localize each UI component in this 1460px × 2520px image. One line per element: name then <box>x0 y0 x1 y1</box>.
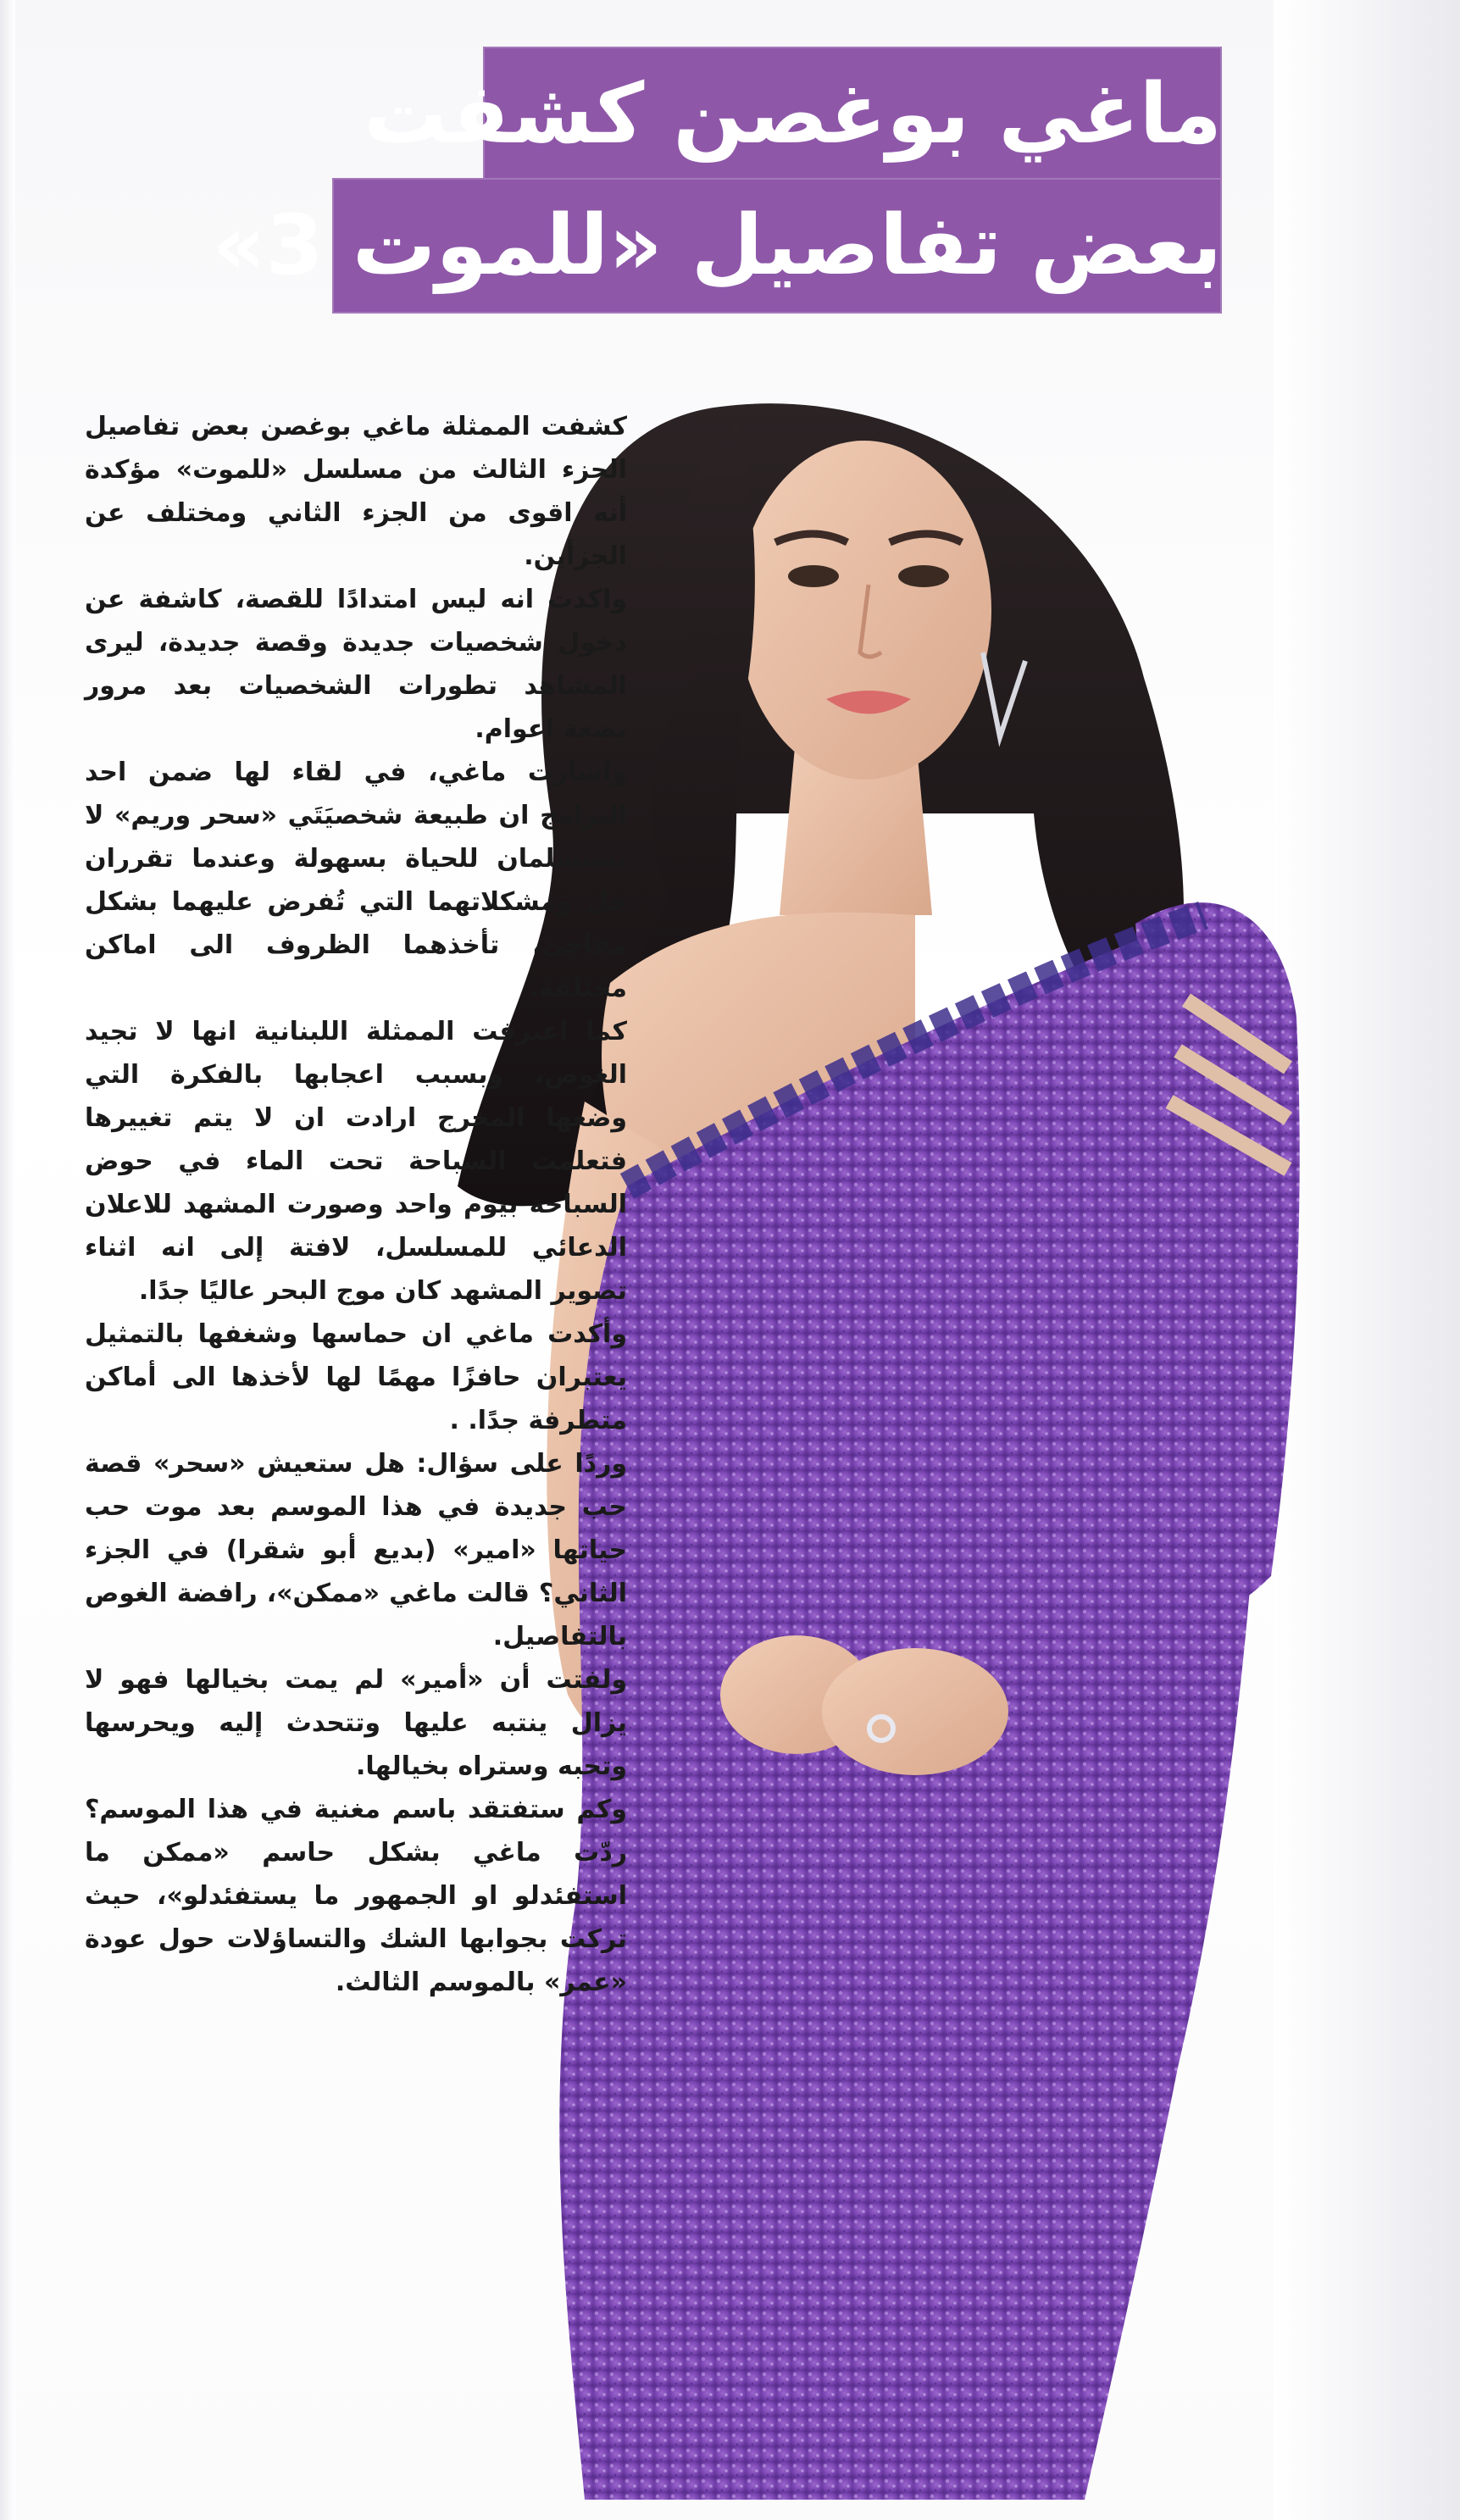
article-paragraph: كشفت الممثلة ماغي بوغصن بعض تفاصيل الجزء الثالث من مسلسل «للموت» مؤكدة أنه اقوى من الجزء الثاني ومختلف عن الجزأين. <box>85 412 627 571</box>
article-paragraph: ولفتت أن «أمير» لم يمت بخيالها فهو لا يزال ينتبه عليها وتتحدث إليه ويحرسها وتحبه وستراه بخيالها. <box>85 1665 627 1781</box>
page-edge-shadow <box>0 0 15 2520</box>
article-paragraph: واكدت انه ليس امتدادًا للقصة، كاشفة عن دخول شخصيات جديدة وقصة جديدة، ليرى المشاهد تطورات الشخصيات بعد مرور بضعة اعوام. <box>85 585 627 744</box>
article-paragraph: كما اعترفت الممثلة اللبنانية انها لا تجيد الغوص، وبسبب اعجابها بالفكرة التي وضعها المخرج ارادت ان لا يتم تغييرها فتعلمت السباحة تحت الماء في حوض السباحة بيوم واحد وصورت المشهد للاعلان الدعائي للمسلسل، لافتة إلى انه اثناء تصوير المشهد كان موج البحر عاليًا جدًا. <box>85 1017 627 1306</box>
article-paragraph: وأكدت ماغي ان حماسها وشغفها بالتمثيل يعتبران حافزًا مهمًا لها لأخذها الى أماكن متطرفة جدًا. . <box>85 1319 627 1435</box>
article-paragraph: وكم ستفتقد باسم مغنية في هذا الموسم؟ ردّت ماغي بشكل حاسم «ممكن ما استفئدلو او الجمهور ما يستفئدلو»، حيث تركت بجوابها الشك والتساؤلات حول عودة «عمر» بالموسم الثالث. <box>85 1795 627 1997</box>
headline-line-2: بعض تفاصيل «للموت 3» <box>332 178 1222 314</box>
article-paragraph: وردًا على سؤال: هل ستعيش «سحر» قصة حب جديدة في هذا الموسم بعد موت حب حياتها «امير» (بديع أبو شقرا) في الجزء الثاني؟ قالت ماغي «ممكن»، رافضة الغوص بالتفاصيل. <box>85 1449 627 1651</box>
article-body <box>85 405 627 2004</box>
article-paragraph: واشارت ماغي، في لقاء لها ضمن احد البرامج ان طبيعة شخصيَتَي «سحر وريم» لا تستسلمان للحياة بسهولة وعندما تقرران حل ومشكلاتهما التي تُفرض عليهما بشكل مفاجئ، تأخذهما الظروف الى اماكن مختلفة. <box>85 758 627 1003</box>
headline-line-1: ماغي بوغصن كشفت <box>483 47 1222 182</box>
